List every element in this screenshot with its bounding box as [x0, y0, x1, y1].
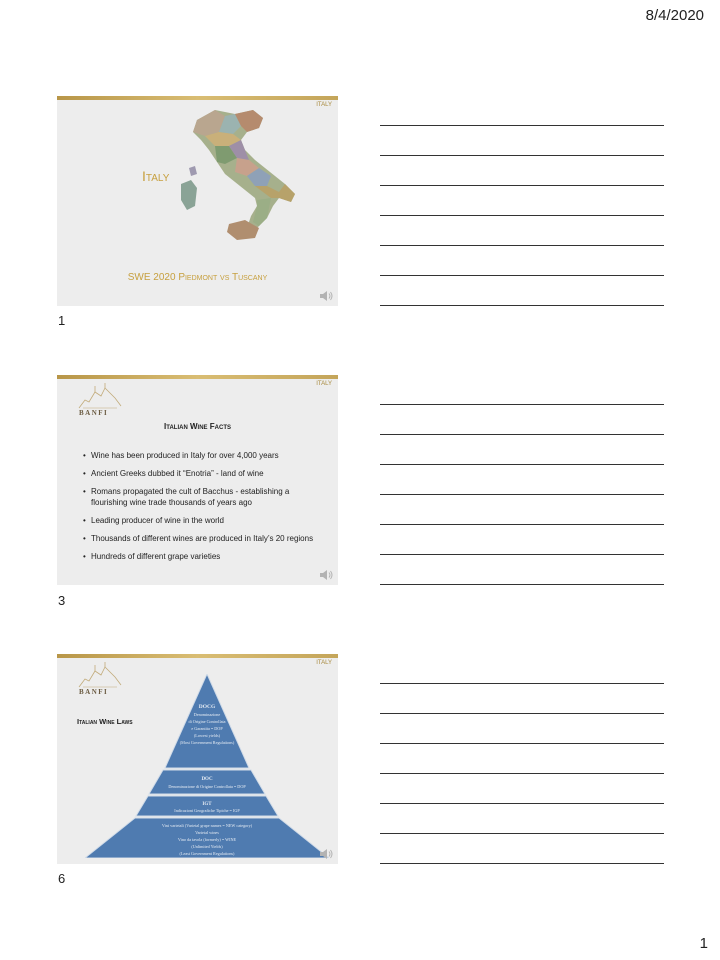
banfi-logo-text: BANFI	[79, 409, 109, 417]
tier4-line: (Least Government Regulations)	[179, 851, 235, 856]
note-line	[380, 683, 664, 684]
slide-number: 1	[58, 313, 66, 328]
tier4-line: Varietal wines	[195, 830, 219, 835]
tier1-heading: DOCG	[198, 704, 216, 710]
slide-subtitle: SWE 2020 Piedmont vs Tuscany	[127, 272, 268, 283]
slide-top-bar	[57, 96, 338, 100]
pyramid-tier-doc	[149, 770, 265, 794]
banfi-logo-text: BANFI	[79, 688, 109, 696]
speaker-icon[interactable]	[319, 848, 333, 860]
note-line	[380, 524, 664, 525]
tier1-line: (Most Government Regulations)	[179, 740, 235, 745]
bullet-item: • Thousands of different wines are produced in Italy’s 20 regions	[83, 534, 323, 545]
note-line	[380, 863, 664, 864]
bullet-item: • Leading producer of wine in the world	[83, 516, 323, 527]
note-line	[380, 275, 664, 276]
bullet-item: • Wine has been produced in Italy for over 4,000 years	[83, 451, 323, 462]
bullet-list	[83, 451, 323, 570]
speaker-icon[interactable]	[319, 290, 333, 302]
bullet-item: • Romans propagated the cult of Bacchus - establishing a flourishing wine trade thousands of years ago	[83, 487, 323, 508]
tier1-line: (Lowest yields)	[193, 733, 221, 738]
note-line	[380, 554, 664, 555]
note-line	[380, 833, 664, 834]
slide-corner-label: ITALY	[316, 102, 332, 108]
tier1-line: e Garantita = DOP	[191, 726, 223, 731]
slide-title: Italian Wine Laws	[77, 717, 133, 726]
slide-number: 3	[58, 593, 66, 608]
note-line	[380, 464, 664, 465]
slide-3	[57, 375, 338, 585]
note-line	[380, 584, 664, 585]
print-date: 8/4/2020	[645, 7, 704, 24]
slide-top-bar	[57, 654, 338, 658]
tier2-heading: DOC	[201, 777, 213, 782]
slide-title: Italian Wine Facts	[164, 422, 231, 431]
tier3-heading: IGT	[202, 802, 212, 807]
slide-corner-label: ITALY	[316, 381, 332, 387]
note-line	[380, 713, 664, 714]
note-line	[380, 494, 664, 495]
note-line	[380, 305, 664, 306]
italy-map-image	[175, 106, 301, 252]
tier3-line: Indicazioni Geografiche Tipiche = IGP	[174, 808, 240, 813]
slide-top-bar	[57, 375, 338, 379]
note-line	[380, 125, 664, 126]
tier1-line: Denominazione	[193, 712, 221, 717]
page-number: 1	[699, 935, 708, 952]
wine-law-pyramid	[85, 674, 329, 858]
note-line	[380, 404, 664, 405]
slide-1	[57, 96, 338, 306]
tier1-line: di Origine Controllata	[188, 719, 226, 724]
note-line	[380, 434, 664, 435]
tier2-line: Denominazione di Origine Controllata = DOP	[168, 784, 246, 789]
note-line	[380, 743, 664, 744]
slide-corner-label: ITALY	[316, 660, 332, 666]
tier4-line: Vini varietali (Varietal grape names = NEW category)	[161, 823, 253, 828]
note-line	[380, 245, 664, 246]
bullet-item: • Hundreds of different grape varieties	[83, 552, 323, 563]
slide-6	[57, 654, 338, 864]
slide-number: 6	[58, 871, 66, 886]
bullet-item: • Ancient Greeks dubbed it “Enotria” - land of wine	[83, 469, 323, 480]
tier4-line: (Unlimited Yields)	[191, 844, 223, 849]
note-line	[380, 215, 664, 216]
note-line	[380, 185, 664, 186]
speaker-icon[interactable]	[319, 569, 333, 581]
slide-title: Italy	[142, 168, 170, 184]
note-line	[380, 155, 664, 156]
note-line	[380, 773, 664, 774]
note-line	[380, 803, 664, 804]
tier4-line: Vino da tavola (formerly) = WINE	[177, 837, 237, 842]
